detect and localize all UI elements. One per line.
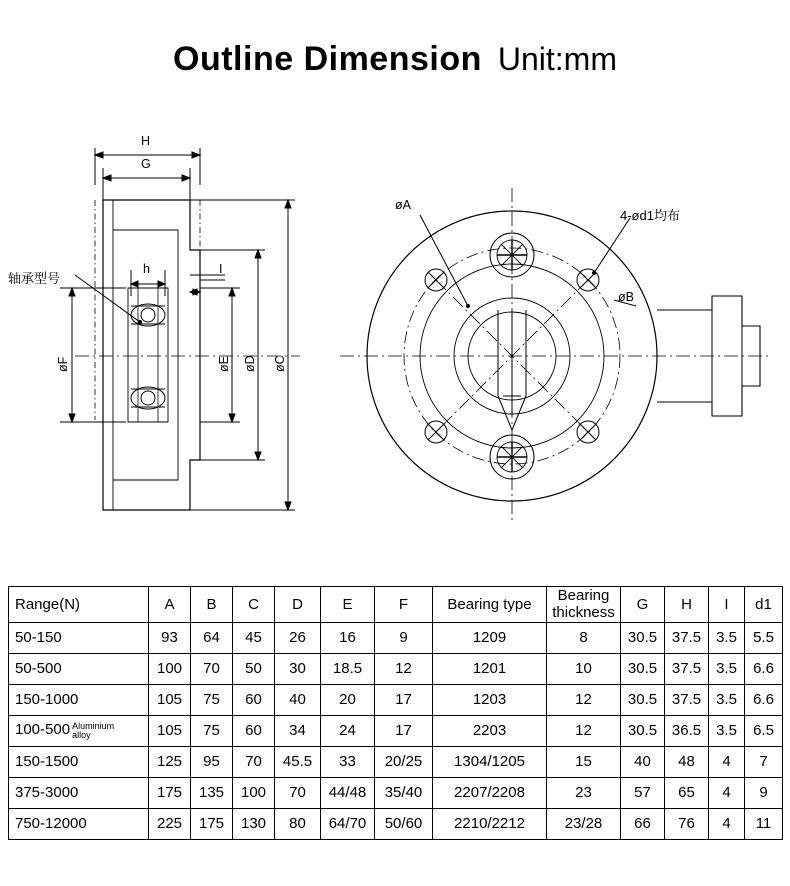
cell-bearing-thickness: 8 bbox=[547, 622, 621, 653]
header-bearing-type: Bearing type bbox=[433, 587, 547, 623]
cell-bearing-thickness: 12 bbox=[547, 715, 621, 746]
cell-range: 50-500 bbox=[9, 653, 149, 684]
dimension-label-oC: øC bbox=[273, 355, 287, 372]
dimension-label-H: H bbox=[141, 134, 151, 148]
cell-bearing-thickness: 23 bbox=[547, 777, 621, 808]
title-main-text: Outline Dimension bbox=[173, 40, 482, 78]
header-B: B bbox=[191, 587, 233, 623]
header-F: F bbox=[375, 587, 433, 623]
cell-G: 66 bbox=[621, 808, 665, 839]
cell-I: 3.5 bbox=[709, 715, 745, 746]
cell-H: 48 bbox=[665, 746, 709, 777]
cell-E: 18.5 bbox=[321, 653, 375, 684]
cell-range: 150-1500 bbox=[9, 746, 149, 777]
cell-E: 16 bbox=[321, 622, 375, 653]
page-title bbox=[0, 40, 790, 79]
cell-G: 30.5 bbox=[621, 653, 665, 684]
cell-E: 20 bbox=[321, 684, 375, 715]
table-row bbox=[9, 622, 783, 653]
cell-I: 4 bbox=[709, 777, 745, 808]
cell-bearing-type: 1304/1205 bbox=[433, 746, 547, 777]
header-G: G bbox=[621, 587, 665, 623]
cell-A: 225 bbox=[149, 808, 191, 839]
table-row bbox=[9, 808, 783, 839]
cell-B: 70 bbox=[191, 653, 233, 684]
cell-G: 30.5 bbox=[621, 715, 665, 746]
table-row bbox=[9, 715, 783, 746]
cell-C: 45 bbox=[233, 622, 275, 653]
cell-range-note: Aluminium alloy bbox=[72, 720, 115, 740]
cell-D: 34 bbox=[275, 715, 321, 746]
header-H: H bbox=[665, 587, 709, 623]
table-row bbox=[9, 777, 783, 808]
header-E: E bbox=[321, 587, 375, 623]
cell-A: 105 bbox=[149, 684, 191, 715]
cell-d1: 5.5 bbox=[745, 622, 783, 653]
cell-B: 75 bbox=[191, 715, 233, 746]
cell-G: 57 bbox=[621, 777, 665, 808]
cell-range: 150-1000 bbox=[9, 684, 149, 715]
technical-drawing bbox=[0, 110, 790, 575]
cell-C: 100 bbox=[233, 777, 275, 808]
header-bearing-thickness-line2: thickness bbox=[552, 604, 615, 622]
cell-bearing-type: 2203 bbox=[433, 715, 547, 746]
cell-E: 64/70 bbox=[321, 808, 375, 839]
dimension-label-oE: øE bbox=[217, 356, 231, 372]
cell-bearing-type: 1203 bbox=[433, 684, 547, 715]
cell-A: 105 bbox=[149, 715, 191, 746]
table-row bbox=[9, 746, 783, 777]
cell-d1: 11 bbox=[745, 808, 783, 839]
cell-D: 45.5 bbox=[275, 746, 321, 777]
dimension-label-oA: øA bbox=[395, 198, 411, 212]
cell-F: 17 bbox=[375, 715, 433, 746]
dimension-label-h: h bbox=[143, 262, 150, 276]
cell-B: 64 bbox=[191, 622, 233, 653]
cell-E: 44/48 bbox=[321, 777, 375, 808]
cell-H: 76 bbox=[665, 808, 709, 839]
dimension-label-G: G bbox=[141, 157, 151, 171]
cell-bearing-type: 2210/2212 bbox=[433, 808, 547, 839]
cell-H: 37.5 bbox=[665, 653, 709, 684]
cell-bearing-thickness: 15 bbox=[547, 746, 621, 777]
cell-C: 70 bbox=[233, 746, 275, 777]
cell-I: 4 bbox=[709, 808, 745, 839]
cell-A: 100 bbox=[149, 653, 191, 684]
cell-G: 30.5 bbox=[621, 622, 665, 653]
dimension-label-oD: øD bbox=[243, 355, 257, 372]
cell-D: 30 bbox=[275, 653, 321, 684]
cell-bearing-thickness: 12 bbox=[547, 684, 621, 715]
dimension-label-oB: øB bbox=[618, 290, 634, 304]
cell-A: 93 bbox=[149, 622, 191, 653]
cell-F: 50/60 bbox=[375, 808, 433, 839]
cell-bearing-type: 1209 bbox=[433, 622, 547, 653]
cell-I: 3.5 bbox=[709, 684, 745, 715]
cell-d1: 6.5 bbox=[745, 715, 783, 746]
header-D: D bbox=[275, 587, 321, 623]
bearing-type-callout: 轴承型号 bbox=[8, 271, 61, 286]
cell-range: 750-12000 bbox=[9, 808, 149, 839]
cell-C: 130 bbox=[233, 808, 275, 839]
cell-bearing-thickness: 10 bbox=[547, 653, 621, 684]
cell-range-value: 100-500 bbox=[15, 721, 71, 739]
cell-I: 3.5 bbox=[709, 622, 745, 653]
header-bearing-thickness bbox=[547, 587, 621, 623]
spec-table-wrapper bbox=[8, 586, 782, 840]
cell-bearing-type: 2207/2208 bbox=[433, 777, 547, 808]
header-C: C bbox=[233, 587, 275, 623]
cell-G: 40 bbox=[621, 746, 665, 777]
cell-d1: 9 bbox=[745, 777, 783, 808]
header-I: I bbox=[709, 587, 745, 623]
table-header-row bbox=[9, 587, 783, 623]
cell-H: 36.5 bbox=[665, 715, 709, 746]
cell-range bbox=[9, 715, 149, 746]
title-unit-text: Unit:mm bbox=[497, 41, 617, 77]
spec-table bbox=[8, 586, 783, 840]
dimension-label-oF: øF bbox=[56, 356, 70, 372]
cell-C: 60 bbox=[233, 715, 275, 746]
cell-range: 50-150 bbox=[9, 622, 149, 653]
cell-B: 95 bbox=[191, 746, 233, 777]
cell-E: 33 bbox=[321, 746, 375, 777]
cell-D: 26 bbox=[275, 622, 321, 653]
header-range: Range(N) bbox=[9, 587, 149, 623]
cell-bearing-thickness: 23/28 bbox=[547, 808, 621, 839]
cell-H: 37.5 bbox=[665, 684, 709, 715]
table-row bbox=[9, 684, 783, 715]
cell-H: 37.5 bbox=[665, 622, 709, 653]
cell-D: 40 bbox=[275, 684, 321, 715]
cell-F: 20/25 bbox=[375, 746, 433, 777]
cell-A: 125 bbox=[149, 746, 191, 777]
cell-A: 175 bbox=[149, 777, 191, 808]
cell-F: 9 bbox=[375, 622, 433, 653]
cell-d1: 7 bbox=[745, 746, 783, 777]
cell-B: 175 bbox=[191, 808, 233, 839]
table-row bbox=[9, 653, 783, 684]
cell-D: 70 bbox=[275, 777, 321, 808]
cell-B: 75 bbox=[191, 684, 233, 715]
cell-E: 24 bbox=[321, 715, 375, 746]
cell-F: 35/40 bbox=[375, 777, 433, 808]
cell-bearing-type: 1201 bbox=[433, 653, 547, 684]
header-bearing-thickness-line1: Bearing bbox=[557, 587, 610, 604]
header-d1: d1 bbox=[745, 587, 783, 623]
cell-F: 12 bbox=[375, 653, 433, 684]
cell-range: 375-3000 bbox=[9, 777, 149, 808]
cell-B: 135 bbox=[191, 777, 233, 808]
four-holes-callout: 4-ød1均布 bbox=[620, 208, 680, 223]
dimension-label-I: I bbox=[219, 262, 223, 276]
cell-F: 17 bbox=[375, 684, 433, 715]
cell-C: 60 bbox=[233, 684, 275, 715]
cell-C: 50 bbox=[233, 653, 275, 684]
cell-D: 80 bbox=[275, 808, 321, 839]
cell-d1: 6.6 bbox=[745, 684, 783, 715]
drawing-svg bbox=[0, 110, 790, 575]
header-A: A bbox=[149, 587, 191, 623]
cell-H: 65 bbox=[665, 777, 709, 808]
cell-G: 30.5 bbox=[621, 684, 665, 715]
cell-I: 4 bbox=[709, 746, 745, 777]
cell-I: 3.5 bbox=[709, 653, 745, 684]
cell-d1: 6.6 bbox=[745, 653, 783, 684]
